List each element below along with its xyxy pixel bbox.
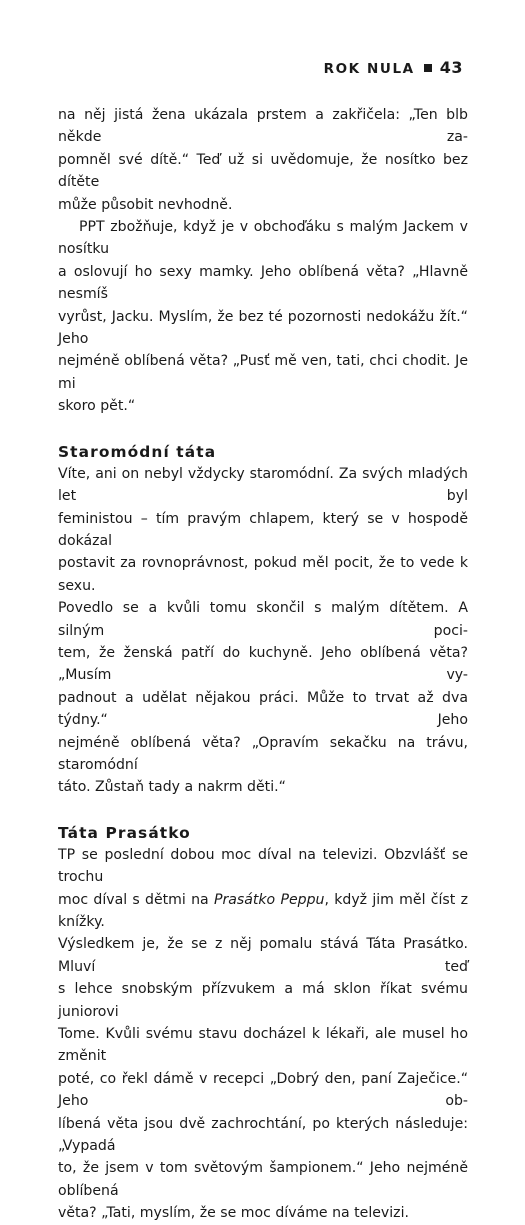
- show-title: Prasátko Peppu: [213, 891, 325, 908]
- paragraph-line: TP se poslední dobou moc díval na televizi. Obzvlášť se trochu: [58, 846, 468, 886]
- paragraph-line: s lehce snobským přízvukem a má sklon říkat svému juniorovi: [58, 981, 468, 1020]
- paragraph-line: [58, 889, 468, 934]
- paragraph-line: nejméně oblíbená věta? „Pusť mě ven, tati, chci chodit. Je mi: [58, 353, 468, 392]
- page-body: [58, 104, 468, 1225]
- paragraph-line: věta? „Tati, myslím, že se moc díváme na televizi.: [58, 1205, 409, 1222]
- paragraph-line: poté, co řekl dámě v recepci „Dobrý den, paní Zaječice.“ Jeho ob-: [58, 1070, 468, 1110]
- paragraph-line: vyrůst, Jacku. Myslím, že bez té pozornosti nedokážu žít.“ Jeho: [58, 308, 468, 348]
- paragraph-line: padnout a udělat nějakou práci. Může to trvat až dva týdny.“ Jeho: [58, 689, 468, 729]
- paragraph-line: Výsledkem je, že se z něj pomalu stává Táta Prasátko. Mluví teď: [58, 936, 468, 975]
- running-title: ROK NULA: [323, 61, 415, 77]
- section-heading: Táta Prasátko: [58, 823, 191, 842]
- paragraph-line: líbená věta jsou dvě zachrochtání, po kterých následuje: „Vypadá: [58, 1115, 468, 1155]
- paragraph-line: postavit za rovnoprávnost, pokud měl pocit, že to vede k sexu.: [58, 555, 468, 594]
- page-number: 43: [439, 58, 463, 77]
- paragraph-line: na něj jistá žena ukázala prstem a zakřičela: „Ten blb někde za-: [58, 107, 468, 146]
- paragraph-line: Tome. Kvůli svému stavu docházel k lékaři, ale musel ho změnit: [58, 1026, 468, 1065]
- paragraph-line: Víte, ani on nebyl vždycky staromódní. Za svých mladých let byl: [58, 465, 468, 505]
- text-run: moc díval s dětmi na: [58, 891, 214, 908]
- section-heading: Staromódní táta: [58, 442, 217, 461]
- text-run: , když jim měl číst z knížky.: [58, 891, 468, 930]
- paragraph-line: tem, že ženská patří do kuchyně. Jeho oblíbená věta? „Musím vy-: [58, 644, 468, 684]
- paragraph-line: pomněl své dítě.“ Teď už si uvědomuje, že nosítko bez dítěte: [58, 151, 468, 191]
- paragraph-line: PPT zbožňuje, když je v obchoďáku s malým Jackem v nosítku: [58, 219, 468, 258]
- paragraph-line: feministou – tím pravým chlapem, který se v hospodě dokázal: [58, 510, 468, 549]
- running-head: [324, 58, 463, 77]
- paragraph-line: a oslovují ho sexy mamky. Jeho oblíbená věta? „Hlavně nesmíš: [58, 263, 468, 303]
- paragraph-line: nejméně oblíbená věta? „Opravím sekačku na trávu, staromódní: [58, 734, 468, 773]
- paragraph-line: Povedlo se a kvůli tomu skončil s malým dítětem. A silným poci-: [58, 600, 468, 639]
- square-ornament-icon: [424, 64, 432, 72]
- paragraph-line: táto. Zůstaň tady a nakrm děti.“: [58, 779, 286, 796]
- paragraph-line: skoro pět.“: [58, 398, 136, 415]
- paragraph-line: to, že jsem v tom světovým šampionem.“ Jeho nejméně oblíbená: [58, 1160, 468, 1199]
- paragraph-line: může působit nevhodně.: [58, 196, 233, 213]
